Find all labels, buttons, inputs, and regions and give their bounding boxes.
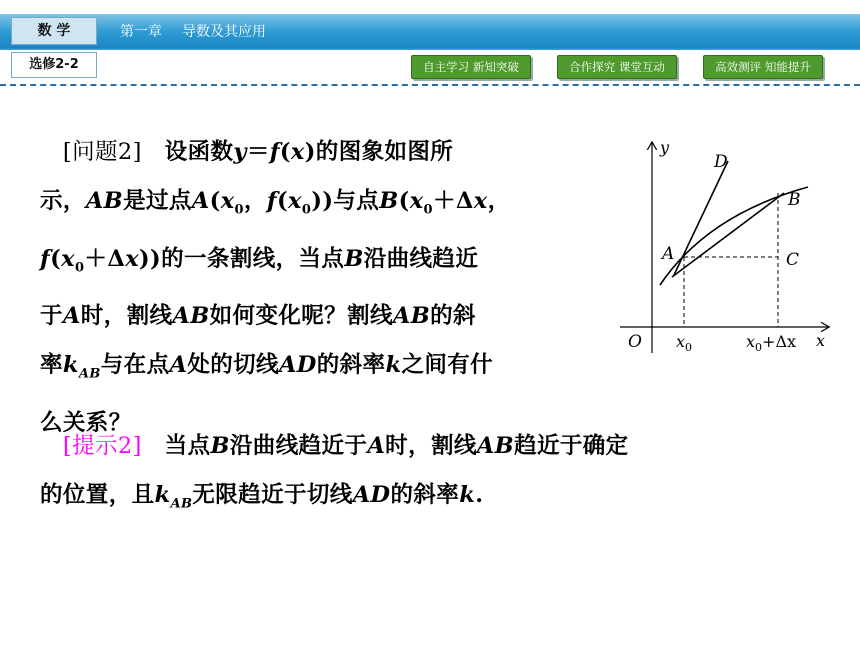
question-label: [问题2] <box>62 139 142 165</box>
nav-button-assessment[interactable]: 高效测评 知能提升 <box>703 55 823 79</box>
x0-label: $x_0$ <box>676 332 693 354</box>
point-A-label: A <box>662 244 675 264</box>
nav-button-self-study[interactable]: 自主学习 新知突破 <box>411 55 531 79</box>
nav-button-cooperative[interactable]: 合作探究 课堂互动 <box>557 55 677 79</box>
secant-line-AB <box>672 193 784 277</box>
x-axis-label: x <box>816 331 826 350</box>
hint-paragraph: [提示2] 当点B沿曲线趋近于A时，割线AB趋近于确定 的位置，且$k_{AB}$无限趋近于切线AD的斜率k. <box>40 433 629 512</box>
point-D-label: D <box>714 152 728 172</box>
point-C-label: C <box>786 250 800 270</box>
origin-label: O <box>628 332 642 352</box>
course-tab[interactable]: 选修2-2 <box>11 52 97 78</box>
subject-tab[interactable]: 数 学 <box>11 17 97 45</box>
chapter-name: 导数及其应用 <box>182 24 266 40</box>
point-B-label: B <box>788 190 801 210</box>
chapter-title <box>120 21 286 41</box>
chapter-number: 第一章 <box>120 24 162 40</box>
x0-plus-dx-label: $x_0+\Delta x$ <box>746 332 797 354</box>
y-axis-label: y <box>660 138 670 157</box>
hint-label: [提示2] <box>62 433 142 459</box>
question-paragraph: [问题2] 设函数y＝f(x)的图象如图所 示，AB是过点$A(x_0$，$f(x_0)$)与点$B(x_0+\Delta x$， $f(x_0+\Delta x)$)的一条割线，当点B沿曲线趋近 于A时，割线AB如何变化呢？割线AB的斜 率$k_{AB}$与在点A处的切线AD的斜率k之间有什 么关系？ <box>40 139 511 436</box>
secant-tangent-figure <box>612 135 836 360</box>
header-divider <box>0 84 860 86</box>
tangent-line-AD <box>674 161 728 275</box>
